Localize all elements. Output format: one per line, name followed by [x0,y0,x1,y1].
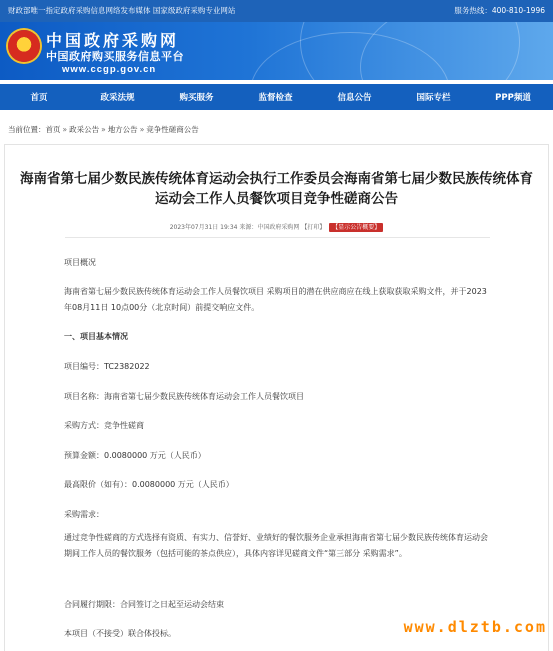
breadcrumb-label: 当前位置： [8,125,46,134]
print-link[interactable]: 【打印】 [301,224,326,231]
article-source: 来源：中国政府采购网 [239,224,300,231]
breadcrumb: 当前位置：首页 » 政采公告 » 地方公告 » 竞争性磋商公告 [8,125,199,134]
requirement-heading: 采购需求： [64,510,104,519]
title-divider [65,237,490,238]
section1-heading: 一、项目基本情况 [64,332,128,341]
publish-date: 2023年07月31日 19:34 [169,224,238,231]
national-emblem-icon[interactable]: ★ [8,30,40,62]
nav-item-announcements[interactable]: 信息公告 [337,93,372,103]
consortium-note: 本项目（不接受）联合体投标。 [64,629,176,638]
breadcrumb-home[interactable]: 首页 [45,125,61,134]
article-title: 海南省第七届少数民族传统体育运动会执行工作委员会海南省第七届少数民族传统体育运动会工作人员餐饮项目竞争性磋商公告 [20,171,533,207]
nav-item-international[interactable]: 国际专栏 [416,93,451,103]
breadcrumb-competitive-consultation[interactable]: 竞争性磋商公告 [146,125,199,134]
nav-item-regulations[interactable]: 政采法规 [100,93,135,103]
overview-text: 海南省第七届少数民族传统体育运动会工作人员餐饮项目 采购项目的潜在供应商应在线上获取获取采购文件，并于2023年08月11日 10点00分（北京时间）前提交响应文件。 [64,287,487,312]
site-subtitle: 中国政府购买服务信息平台 [46,50,184,63]
site-banner [0,22,553,80]
project-name: 项目名称：海南省第七届少数民族传统体育运动会工作人员餐饮项目 [64,392,304,401]
site-notice [8,0,235,22]
nav-item-purchase-services[interactable]: 购买服务 [179,93,214,103]
breadcrumb-local-notices[interactable]: 地方公告 [107,125,138,134]
procurement-method: 采购方式：竞争性磋商 [64,421,144,430]
max-price: 最高限价（如有）：0.0080000 万元（人民币） [64,480,234,489]
nav-item-supervision[interactable]: 监督检查 [258,93,293,103]
hotline-label: 服务热线： [454,6,492,15]
article-meta [5,222,548,232]
watermark: www.dlztb.com [403,618,547,636]
contract-period: 合同履行期限：合同签订之日起至运动会结束 [64,600,224,609]
hotline-number: 400-810-1996 [491,6,545,15]
show-summary-button[interactable]: 【显示公告概要】 [329,223,383,232]
overview-heading: 项目概况 [64,258,96,267]
site-url: www.ccgp.gov.cn [62,64,157,75]
site-notice-link[interactable]: 财政部唯一指定政府采购信息网络发布媒体 国家级政府采购专业网站 [8,6,236,15]
project-number: 项目编号：TC2382022 [64,362,150,371]
site-title[interactable]: 中国政府采购网 [46,31,180,50]
hotline [454,0,545,22]
budget-amount: 预算金额：0.0080000 万元（人民币） [64,451,206,460]
requirement-text: 通过竞争性磋商的方式选择有资质、有实力、信誉好、业绩好的餐饮服务企业承担海南省第七届少数民族传统体育运动会期间工作人员的餐饮服务（包括可能的茶点供应），具体内容详见磋商文件“第三部分 采购需求”。 [64,533,488,558]
breadcrumb-procurement-notices[interactable]: 政采公告 [69,125,100,134]
nav-item-home[interactable]: 首页 [30,93,48,103]
main-nav [0,82,553,110]
top-info-bar [0,0,553,22]
nav-item-ppp[interactable]: PPP频道 [495,93,531,103]
